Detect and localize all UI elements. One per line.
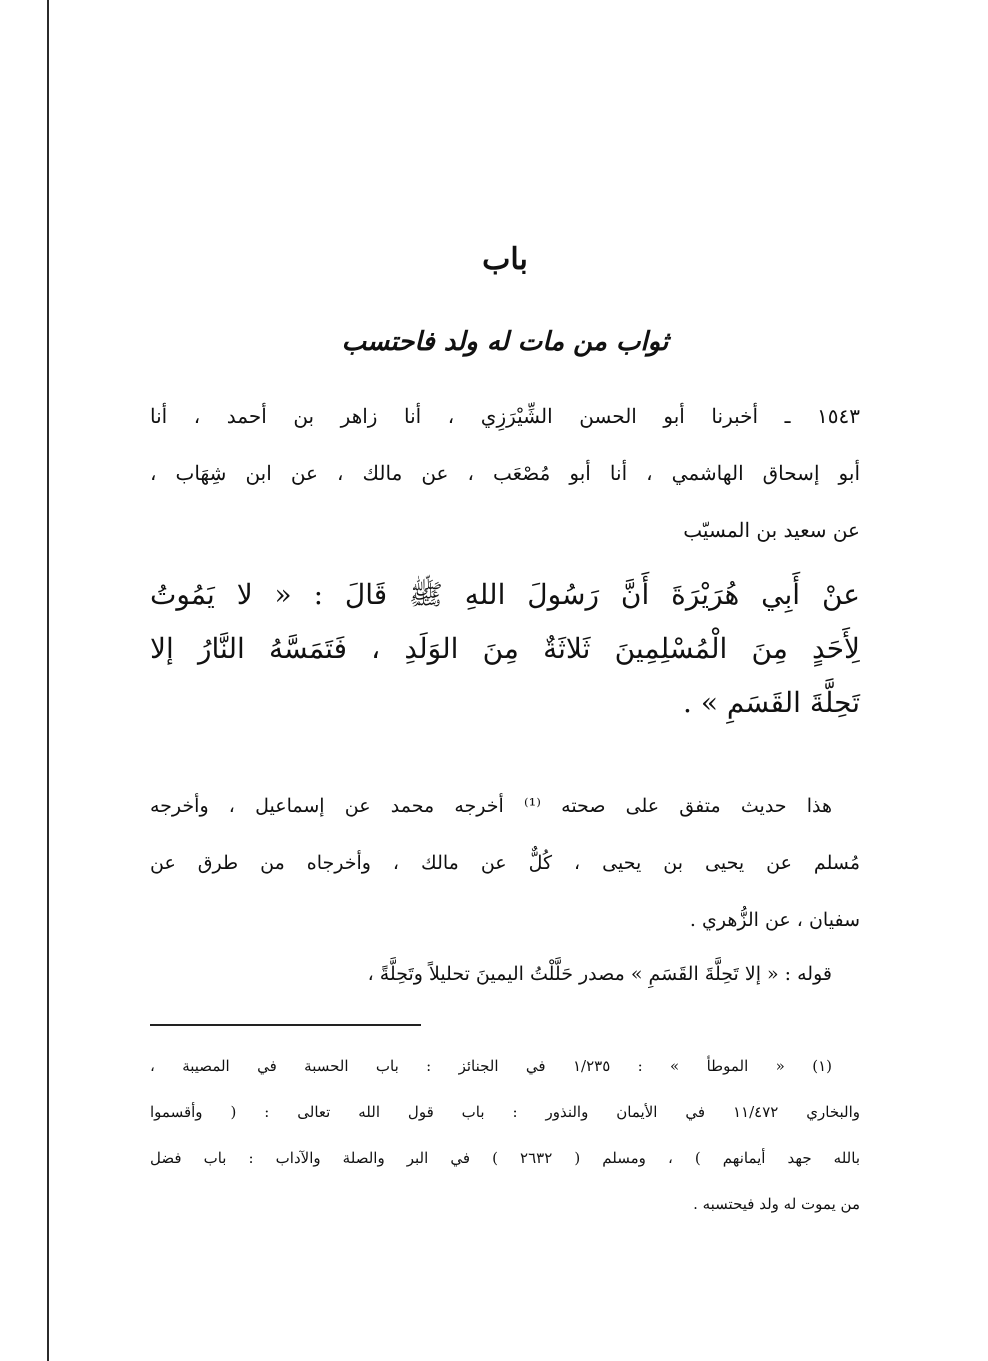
commentary-line: مُسلم عن يحيى بن يحيى ، كُلٌّ عن مالك ، وأخرجاه من طرق عن: [150, 852, 860, 874]
footnotes: [150, 1043, 860, 1227]
hadith-matn: [150, 568, 860, 730]
matn-line: لِأَحَدٍ مِنَ الْمُسْلِمِينَ ثَلاثَةٌ مِنَ الوَلَدِ ، فَتَمَسَّهُ النَّارُ إلا: [150, 632, 860, 665]
commentary-paragraph: [150, 778, 860, 949]
chapter-title: ثواب من مات له ولد فاحتسب: [341, 327, 669, 357]
footnote-line: بالله جهد أيمانهم ) ، ومسلم ( ٢٦٣٢ ) في البر والصلة والآداب : باب فضل: [150, 1149, 860, 1167]
isnad-line: عن سعيد بن المسيّب: [683, 518, 860, 542]
footnote-line: (١) « الموطأ » : ١/٢٣٥ في الجنائز : باب الحسبة في المصيبة ،: [150, 1057, 832, 1075]
footnote-line: والبخاري ١١/٤٧٢ في الأيمان والنذور : باب قول الله تعالى : ( وأقسموا: [150, 1103, 861, 1121]
page-gutter-line: [47, 0, 49, 1361]
matn-line: عنْ أَبِي هُرَيْرَةَ أَنَّ رَسُولَ اللهِ ﷺ قَالَ : « لا يَمُوتُ: [150, 578, 860, 611]
commentary-line: سفيان ، عن الزُّهري .: [689, 909, 860, 931]
commentary-line: هذا حديث متفق على صحته ⁽¹⁾ أخرجه محمد عن إسماعيل ، وأخرجه: [150, 795, 832, 817]
hadith-isnad: [150, 388, 860, 559]
footnote-separator: [150, 1024, 421, 1026]
matn-line: تَحِلَّةَ القَسَمِ » .: [683, 686, 860, 719]
gloss-paragraph: قوله : « إلا تَحِلَّةَ القَسَمِ » مصدر حَلَّلْتُ اليمينَ تحليلاً وتَحِلَّةً ،: [367, 963, 832, 985]
isnad-line: ١٥٤٣ ـ أخبرنا أبو الحسن الشِّيْرَزِي ، أنا زاهر بن أحمد ، أنا: [150, 404, 860, 428]
book-page: [150, 0, 860, 1361]
chapter-heading: باب: [482, 242, 528, 277]
isnad-line: أبو إسحاق الهاشمي ، أنا أبو مُصْعَب ، عن مالك ، عن ابن شِهَاب ،: [150, 461, 860, 485]
footnote-line: من يموت له ولد فيحتسبه .: [693, 1195, 860, 1213]
